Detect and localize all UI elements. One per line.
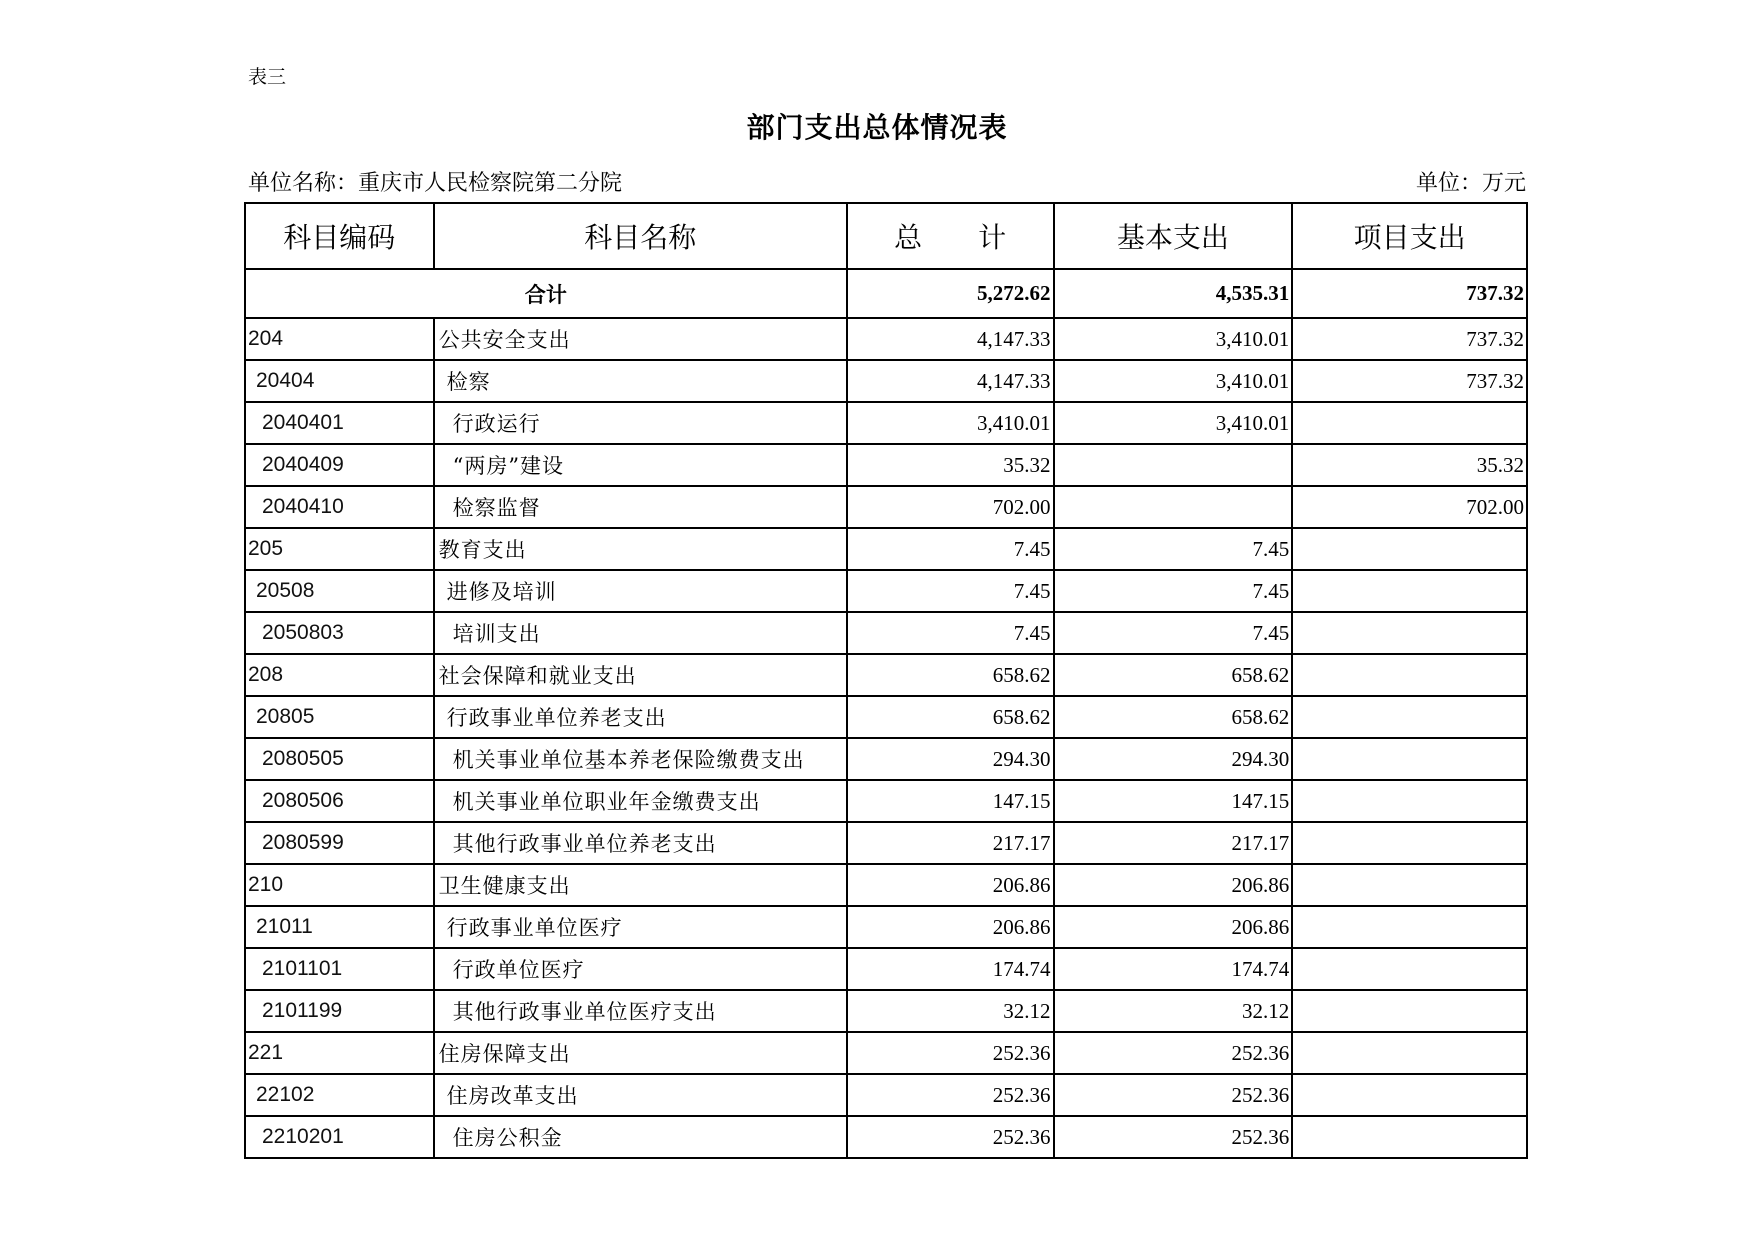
row-total: 252.36 <box>847 1116 1054 1158</box>
row-total: 658.62 <box>847 654 1054 696</box>
row-total: 658.62 <box>847 696 1054 738</box>
row-basic: 174.74 <box>1054 948 1293 990</box>
table-row <box>245 1074 1527 1116</box>
row-total: 174.74 <box>847 948 1054 990</box>
row-total: 206.86 <box>847 906 1054 948</box>
table-row <box>245 822 1527 864</box>
row-basic: 252.36 <box>1054 1032 1293 1074</box>
row-total: 702.00 <box>847 486 1054 528</box>
row-basic: 7.45 <box>1054 528 1293 570</box>
row-project <box>1292 864 1527 906</box>
row-name: 社会保障和就业支出 <box>434 654 847 696</box>
row-name: 住房改革支出 <box>434 1074 847 1116</box>
table-row <box>245 864 1527 906</box>
row-code: 210 <box>245 864 434 906</box>
row-code: 2050803 <box>245 612 434 654</box>
row-total: 7.45 <box>847 570 1054 612</box>
row-code: 20805 <box>245 696 434 738</box>
row-basic: 3,410.01 <box>1054 318 1293 360</box>
row-project <box>1292 696 1527 738</box>
row-name: 行政事业单位养老支出 <box>434 696 847 738</box>
row-total: 252.36 <box>847 1074 1054 1116</box>
header-total: 总 计 <box>847 203 1054 269</box>
table-row <box>245 1116 1527 1158</box>
header-row <box>245 203 1527 269</box>
row-basic: 32.12 <box>1054 990 1293 1032</box>
table-row <box>245 570 1527 612</box>
total-row <box>245 269 1527 318</box>
header-name: 科目名称 <box>434 203 847 269</box>
row-project <box>1292 1032 1527 1074</box>
row-name: 其他行政事业单位医疗支出 <box>434 990 847 1032</box>
row-basic: 658.62 <box>1054 654 1293 696</box>
row-basic: 206.86 <box>1054 906 1293 948</box>
row-code: 2040401 <box>245 402 434 444</box>
table-row <box>245 780 1527 822</box>
row-code: 221 <box>245 1032 434 1074</box>
row-name: 卫生健康支出 <box>434 864 847 906</box>
table-row <box>245 402 1527 444</box>
row-code: 204 <box>245 318 434 360</box>
table-row <box>245 318 1527 360</box>
row-project: 35.32 <box>1292 444 1527 486</box>
row-project: 737.32 <box>1292 360 1527 402</box>
row-code: 2080599 <box>245 822 434 864</box>
row-total: 3,410.01 <box>847 402 1054 444</box>
row-code: 2080506 <box>245 780 434 822</box>
row-basic: 3,410.01 <box>1054 402 1293 444</box>
row-total: 35.32 <box>847 444 1054 486</box>
row-total: 294.30 <box>847 738 1054 780</box>
row-project <box>1292 402 1527 444</box>
row-project <box>1292 906 1527 948</box>
header-basic: 基本支出 <box>1054 203 1293 269</box>
row-total: 147.15 <box>847 780 1054 822</box>
row-basic: 217.17 <box>1054 822 1293 864</box>
row-name: 住房保障支出 <box>434 1032 847 1074</box>
row-name: 行政运行 <box>434 402 847 444</box>
row-name: 进修及培训 <box>434 570 847 612</box>
row-total: 4,147.33 <box>847 318 1054 360</box>
row-project <box>1292 780 1527 822</box>
row-code: 21011 <box>245 906 434 948</box>
table-row <box>245 444 1527 486</box>
row-name: 教育支出 <box>434 528 847 570</box>
row-project <box>1292 528 1527 570</box>
table-row <box>245 990 1527 1032</box>
total-label: 合计 <box>245 269 847 318</box>
row-code: 2040409 <box>245 444 434 486</box>
row-project <box>1292 570 1527 612</box>
row-project: 737.32 <box>1292 318 1527 360</box>
row-basic: 206.86 <box>1054 864 1293 906</box>
table-row <box>245 654 1527 696</box>
row-name: 公共安全支出 <box>434 318 847 360</box>
row-name: 机关事业单位基本养老保险缴费支出 <box>434 738 847 780</box>
table-row <box>245 948 1527 990</box>
row-code: 2040410 <box>245 486 434 528</box>
page-title: 部门支出总体情况表 <box>746 111 1008 144</box>
row-name: 检察 <box>434 360 847 402</box>
row-code: 20508 <box>245 570 434 612</box>
table-row <box>245 1032 1527 1074</box>
row-project: 702.00 <box>1292 486 1527 528</box>
row-total: 7.45 <box>847 528 1054 570</box>
row-basic: 658.62 <box>1054 696 1293 738</box>
row-project <box>1292 612 1527 654</box>
row-total: 252.36 <box>847 1032 1054 1074</box>
row-project <box>1292 990 1527 1032</box>
row-code: 205 <box>245 528 434 570</box>
row-project <box>1292 738 1527 780</box>
row-total: 4,147.33 <box>847 360 1054 402</box>
row-total: 32.12 <box>847 990 1054 1032</box>
total-amount: 5,272.62 <box>847 269 1054 318</box>
row-project <box>1292 1116 1527 1158</box>
row-code: 22102 <box>245 1074 434 1116</box>
row-code: 2210201 <box>245 1116 434 1158</box>
row-basic: 3,410.01 <box>1054 360 1293 402</box>
row-code: 2101199 <box>245 990 434 1032</box>
expenditure-table <box>244 202 1528 1159</box>
row-project <box>1292 948 1527 990</box>
table-number: 表三 <box>248 66 287 88</box>
table-row <box>245 360 1527 402</box>
row-total: 206.86 <box>847 864 1054 906</box>
currency-unit: 单位：万元 <box>1415 171 1526 196</box>
row-name: 其他行政事业单位养老支出 <box>434 822 847 864</box>
table-row <box>245 906 1527 948</box>
row-project <box>1292 654 1527 696</box>
row-name: 机关事业单位职业年金缴费支出 <box>434 780 847 822</box>
table-row <box>245 528 1527 570</box>
row-total: 7.45 <box>847 612 1054 654</box>
header-project: 项目支出 <box>1292 203 1527 269</box>
row-basic <box>1054 486 1293 528</box>
unit-name: 单位名称：重庆市人民检察院第二分院 <box>248 171 623 196</box>
row-name: 检察监督 <box>434 486 847 528</box>
row-name: 住房公积金 <box>434 1116 847 1158</box>
row-name: 行政事业单位医疗 <box>434 906 847 948</box>
table-row <box>245 738 1527 780</box>
row-project <box>1292 1074 1527 1116</box>
row-basic: 7.45 <box>1054 612 1293 654</box>
total-project: 737.32 <box>1292 269 1527 318</box>
row-code: 2080505 <box>245 738 434 780</box>
row-project <box>1292 822 1527 864</box>
row-name: “两房”建设 <box>434 444 847 486</box>
table-row <box>245 486 1527 528</box>
row-basic: 147.15 <box>1054 780 1293 822</box>
row-total: 217.17 <box>847 822 1054 864</box>
table-row <box>245 612 1527 654</box>
header-code: 科目编码 <box>245 203 434 269</box>
row-code: 208 <box>245 654 434 696</box>
total-basic: 4,535.31 <box>1054 269 1293 318</box>
row-basic: 7.45 <box>1054 570 1293 612</box>
row-name: 行政单位医疗 <box>434 948 847 990</box>
row-code: 2101101 <box>245 948 434 990</box>
row-basic: 252.36 <box>1054 1074 1293 1116</box>
row-basic: 294.30 <box>1054 738 1293 780</box>
row-code: 20404 <box>245 360 434 402</box>
row-name: 培训支出 <box>434 612 847 654</box>
row-basic <box>1054 444 1293 486</box>
row-basic: 252.36 <box>1054 1116 1293 1158</box>
table-row <box>245 696 1527 738</box>
